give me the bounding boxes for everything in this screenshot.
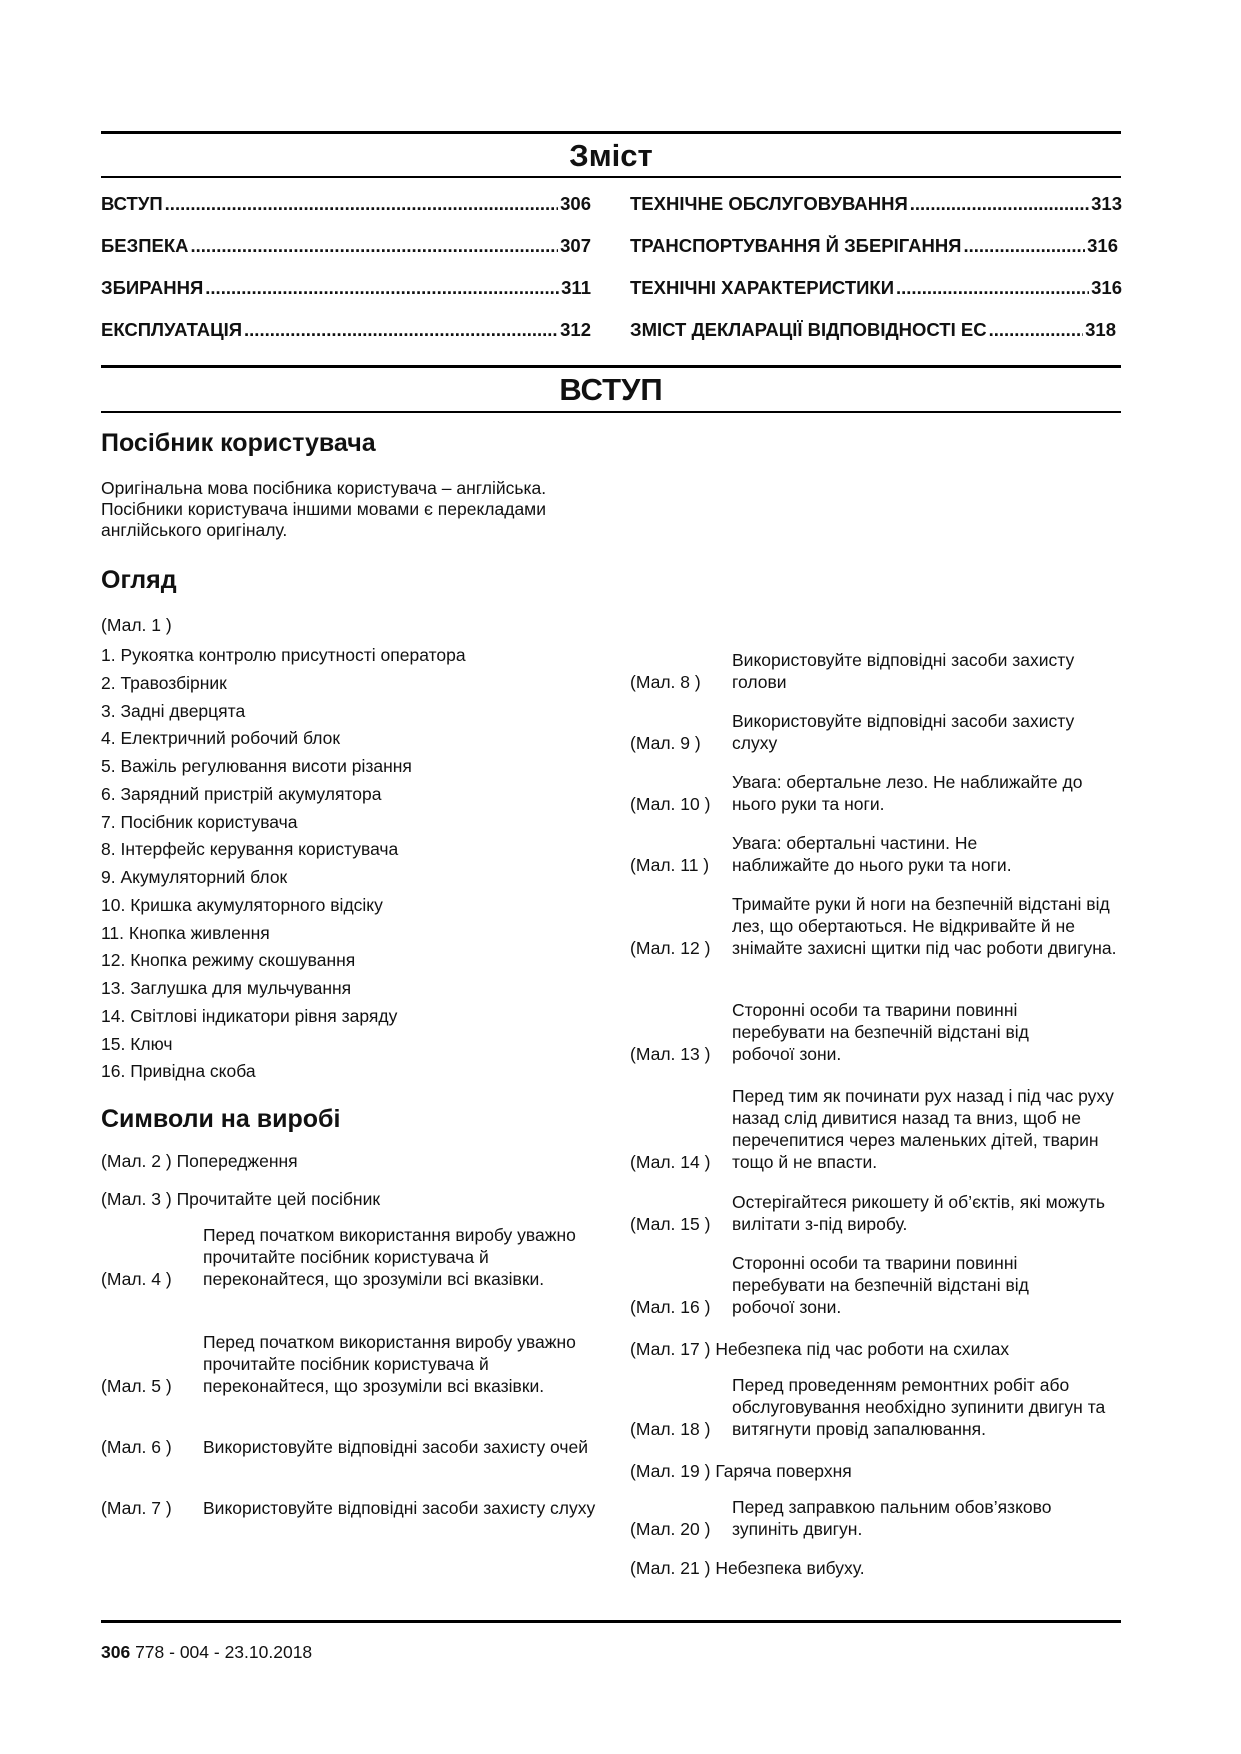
list-item: 15. Ключ bbox=[101, 1033, 173, 1054]
symbol-row bbox=[101, 1224, 598, 1290]
symbol-ref: (Мал. 19 ) bbox=[630, 1461, 711, 1481]
symbol-text: Використовуйте відповідні засоби захисту очей bbox=[203, 1437, 589, 1457]
list-item: 12. Кнопка режиму скошування bbox=[101, 950, 356, 971]
symbol-row bbox=[630, 1338, 1009, 1360]
symbol-row bbox=[630, 649, 1122, 693]
symbol-text: Гаряча поверхня bbox=[715, 1461, 852, 1481]
symbol-ref: (Мал. 2 ) bbox=[101, 1151, 172, 1171]
toc-entry-transport[interactable]: ТРАНСПОРТУВАННЯ Й ЗБЕРІГАННЯ ..... 316 bbox=[630, 235, 1118, 257]
list-item: 1. Рукоятка контролю присутності оператора bbox=[101, 645, 466, 665]
symbol-ref: (Мал. 17 ) bbox=[630, 1339, 711, 1359]
overview-heading: Огляд bbox=[101, 566, 177, 594]
symbol-row bbox=[630, 1085, 1122, 1173]
toc-entry-maintenance[interactable]: ТЕХНІЧНЕ ОБСЛУГОВУВАННЯ ..... 313 bbox=[630, 193, 1122, 215]
overview-list bbox=[101, 642, 466, 1086]
list-item: 14. Світлові індикатори рівня заряду bbox=[101, 1005, 398, 1026]
symbol-row bbox=[630, 1496, 1122, 1540]
symbol-row bbox=[630, 1252, 1092, 1318]
symbol-text: Перед початком використання виробу уважно прочитайте посібник користувача й переконайтеся, що зрозуміли всі вказівки. bbox=[203, 1225, 576, 1289]
symbol-ref: (Мал. 20 ) bbox=[630, 1519, 711, 1539]
top-rule bbox=[101, 131, 1121, 134]
list-item: 2. Травозбірник bbox=[101, 672, 227, 693]
manual-heading: Посібник користувача bbox=[101, 429, 376, 457]
symbol-text: Увага: обертальні частини. Не наближайте до нього руки та ноги. bbox=[732, 833, 1012, 875]
toc-title: Зміст bbox=[569, 138, 653, 173]
section-rule-top bbox=[101, 365, 1121, 368]
list-item: 7. Посібник користувача bbox=[101, 811, 298, 832]
toc-entry-safety[interactable]: БЕЗПЕКА ..... 307 bbox=[101, 235, 591, 257]
section-title: ВСТУП bbox=[559, 372, 663, 407]
footer-rule bbox=[101, 1620, 1121, 1623]
list-item: 6. Зарядний пристрій акумулятора bbox=[101, 783, 382, 804]
symbol-row bbox=[630, 1557, 865, 1579]
symbol-ref: (Мал. 8 ) bbox=[630, 672, 701, 692]
symbol-ref: (Мал. 9 ) bbox=[630, 733, 701, 753]
footer-page-number: 306 bbox=[101, 1642, 131, 1662]
symbol-row bbox=[630, 893, 1122, 959]
symbol-text: Використовуйте відповідні засоби захисту голови bbox=[732, 650, 1075, 692]
symbol-ref: (Мал. 11 ) bbox=[630, 855, 710, 875]
symbol-row bbox=[101, 1150, 298, 1172]
symbol-row bbox=[630, 710, 1122, 754]
footer bbox=[101, 1641, 312, 1663]
symbol-row bbox=[101, 1188, 380, 1210]
symbol-text: Сторонні особи та тварини повинні перебувати на безпечній відстані від робочої зони. bbox=[732, 1000, 1029, 1064]
symbol-text: Сторонні особи та тварини повинні перебувати на безпечній відстані від робочої зони. bbox=[732, 1253, 1029, 1317]
list-item: 11. Кнопка живлення bbox=[101, 922, 270, 943]
symbol-text: Перед тим як починати рух назад і під час руху назад слід дивитися назад та вниз, щоб не перечепитися через маленьких дітей, тварин тощо й не впасти. bbox=[732, 1086, 1114, 1172]
symbol-text: Прочитайте цей посібник bbox=[176, 1189, 381, 1209]
symbol-row bbox=[101, 1331, 598, 1397]
symbol-row bbox=[101, 1436, 598, 1458]
symbol-text: Остерігайтеся рикошету й об’єктів, які можуть вилітати з-під виробу. bbox=[732, 1192, 1106, 1234]
footer-doc-id: 778 - 004 - 23.10.2018 bbox=[135, 1642, 313, 1662]
symbol-text: Небезпека вибуху. bbox=[715, 1558, 865, 1578]
list-item: 9. Акумуляторний блок bbox=[101, 867, 288, 887]
symbol-ref: (Мал. 18 ) bbox=[630, 1419, 711, 1439]
symbol-ref: (Мал. 16 ) bbox=[630, 1297, 711, 1317]
symbol-text: Небезпека під час роботи на схилах bbox=[715, 1339, 1010, 1359]
symbol-row bbox=[630, 1460, 852, 1482]
symbol-ref: (Мал. 14 ) bbox=[630, 1152, 711, 1172]
symbol-ref: (Мал. 5 ) bbox=[101, 1376, 172, 1396]
symbol-text: Перед заправкою пальним обов’язково зупиніть двигун. bbox=[732, 1497, 1052, 1539]
symbol-ref: (Мал. 6 ) bbox=[101, 1437, 172, 1457]
toc-entry-assembly[interactable]: ЗБИРАННЯ ..... 311 bbox=[101, 277, 591, 299]
list-item: 16. Привідна скоба bbox=[101, 1061, 256, 1082]
section-rule-bottom bbox=[101, 411, 1121, 413]
symbol-ref: (Мал. 21 ) bbox=[630, 1558, 711, 1578]
list-item: 3. Задні дверцята bbox=[101, 700, 246, 721]
toc-title-rule bbox=[101, 176, 1121, 178]
symbol-ref: (Мал. 12 ) bbox=[630, 938, 711, 958]
toc-entry-operation[interactable]: ЕКСПЛУАТАЦІЯ ..... 312 bbox=[101, 319, 591, 341]
overview-figref: (Мал. 1 ) bbox=[101, 615, 172, 635]
list-item: 13. Заглушка для мульчування bbox=[101, 978, 352, 998]
symbol-row bbox=[630, 1374, 1122, 1440]
symbol-row bbox=[630, 771, 1122, 815]
manual-text: Оригінальна мова посібника користувача – англійська. Посібники користувача іншими мовами є перекладами англійського оригіналу. bbox=[101, 478, 547, 540]
symbol-text: Перед початком використання виробу уважно прочитайте посібник користувача й переконайтеся, що зрозуміли всі вказівки. bbox=[203, 1332, 576, 1396]
symbol-text: Використовуйте відповідні засоби захисту слуху bbox=[203, 1498, 596, 1518]
symbol-row bbox=[630, 1191, 1122, 1235]
symbol-text: Попередження bbox=[176, 1151, 298, 1171]
symbol-ref: (Мал. 7 ) bbox=[101, 1498, 172, 1518]
list-item: 5. Важіль регулювання висоти різання bbox=[101, 756, 412, 776]
symbol-ref: (Мал. 4 ) bbox=[101, 1269, 172, 1289]
symbol-row bbox=[630, 832, 1062, 876]
list-item: 8. Інтерфейс керування користувача bbox=[101, 839, 399, 860]
symbol-text: Перед проведенням ремонтних робіт або обслуговування необхідно зупинити двигун та витягнути провід запалювання. bbox=[732, 1375, 1106, 1439]
symbol-ref: (Мал. 10 ) bbox=[630, 794, 711, 814]
list-item: 10. Кришка акумуляторного відсіку bbox=[101, 894, 383, 915]
toc-entry-declaration[interactable]: ЗМІСТ ДЕКЛАРАЦІЇ ВІДПОВІДНОСТІ ЕС ..... 318 bbox=[630, 319, 1116, 341]
list-item: 4. Електричний робочий блок bbox=[101, 728, 341, 749]
symbol-ref: (Мал. 13 ) bbox=[630, 1044, 711, 1064]
symbols-heading: Символи на виробі bbox=[101, 1105, 341, 1133]
toc-entry-intro[interactable]: ВСТУП ..... 306 bbox=[101, 193, 591, 215]
symbol-row bbox=[101, 1497, 598, 1519]
symbol-text: Використовуйте відповідні засоби захисту слуху bbox=[732, 711, 1075, 753]
symbol-text: Тримайте руки й ноги на безпечній відстані від лез, що обертаються. Не відкривайте й не знімайте захисні щитки під час роботи двигуна. bbox=[732, 894, 1117, 958]
symbol-ref: (Мал. 15 ) bbox=[630, 1214, 711, 1234]
symbol-row bbox=[630, 999, 1092, 1065]
symbol-text: Увага: обертальне лезо. Не наближайте до нього руки та ноги. bbox=[732, 772, 1083, 814]
symbol-ref: (Мал. 3 ) bbox=[101, 1189, 172, 1209]
toc-entry-specs[interactable]: ТЕХНІЧНІ ХАРАКТЕРИСТИКИ ..... 316 bbox=[630, 277, 1122, 299]
